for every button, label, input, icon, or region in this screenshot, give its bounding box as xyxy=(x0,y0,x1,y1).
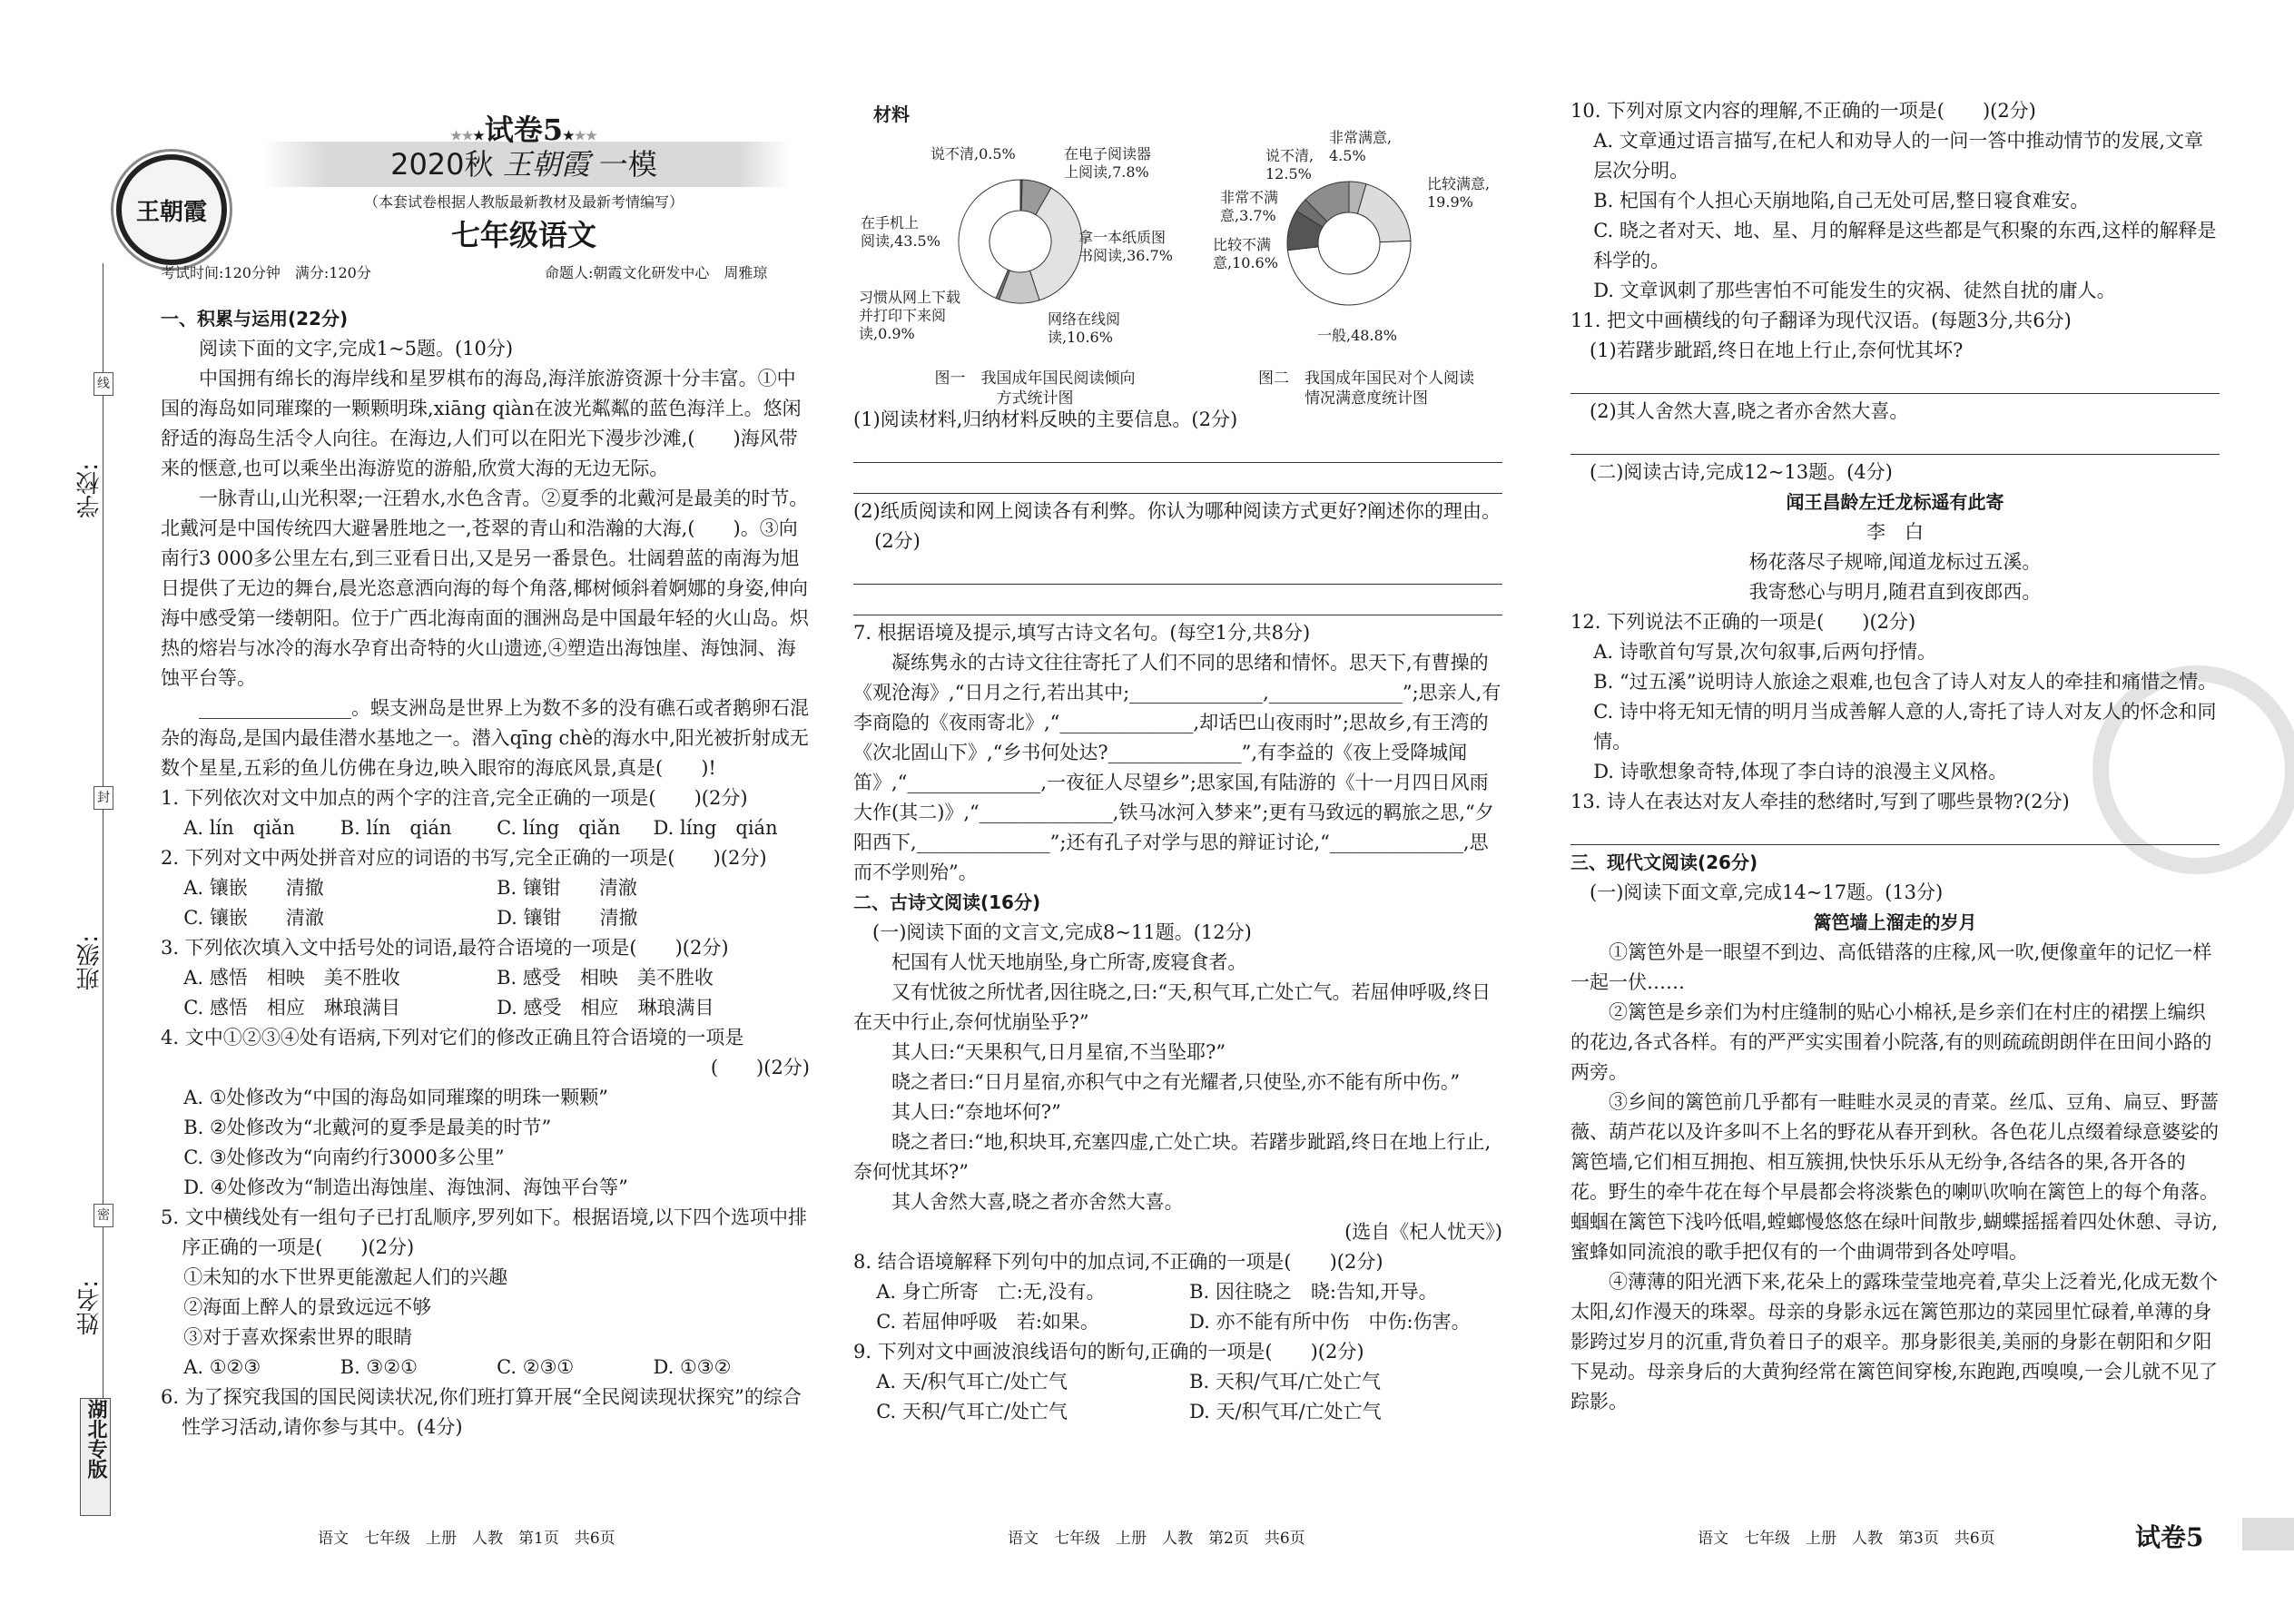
donut-slice xyxy=(1287,241,1411,305)
logo-text: 王朝霞 xyxy=(135,198,207,226)
section-heading: 三、现代文阅读(26分) xyxy=(1570,851,1758,873)
column-2 xyxy=(853,405,1502,1427)
footer-page-3: 语文 七年级 上册 人教 第3页 共6页 xyxy=(1698,1530,1995,1548)
answer-line[interactable] xyxy=(853,587,1502,615)
title-prefix: 2020秋 xyxy=(390,147,494,182)
option-item[interactable]: D. ①③② xyxy=(653,1356,732,1378)
sub-heading: (一)阅读下面的文言文,完成8~11题。(12分) xyxy=(872,921,1252,943)
question: 6. 为了探究我国的国民阅读状况,你们班打算开展“全民阅读现状探究”的综合性学习活动,请你参与其中。(4分) xyxy=(161,1386,802,1438)
section-heading: 一、积累与运用(22分) xyxy=(161,308,349,330)
paragraph: 杞国有人忧天地崩坠,身亡所寄,废寝食者。 xyxy=(891,951,1247,973)
slice-label: 非常不满 意,3.7% xyxy=(1220,189,1279,224)
question: 9. 下列对文中画波浪线语句的断句,正确的一项是( )(2分) xyxy=(853,1341,1364,1363)
option-item[interactable]: ③对于喜欢探索世界的眼睛 xyxy=(183,1326,413,1348)
paragraph: 中国拥有绵长的海岸线和星罗棋布的海岛,海洋旅游资源十分丰富。①中国的海岛如同璀璨的一颗颗明珠,xiāng qiàn在波光粼粼的蓝色海洋上。悠闲舒适的海岛生活令人向往。在海边,人们可以在阳光下漫步沙滩,( )海风带来的惬意,也可以乘坐出海游览的游船,欣赏大海的无边无际。 xyxy=(161,368,802,479)
article-title: 篱笆墙上溜走的岁月 xyxy=(1813,911,1977,933)
paragraph: 其人曰:“奈地坏何?” xyxy=(891,1101,1061,1123)
footer-band xyxy=(2242,1518,2294,1550)
slice-label: 说不清,0.5% xyxy=(930,145,1016,162)
slice-label: 在手机上 阅读,43.5% xyxy=(861,214,940,250)
edition-text: 湖北专版 xyxy=(84,1399,107,1479)
option-group xyxy=(161,1263,810,1353)
name-label: 姓名: xyxy=(76,1280,103,1335)
slice-label: 拿一本纸质图 书阅读,36.7% xyxy=(1078,229,1173,264)
article-title: 闻王昌龄左迁龙标遥有此寄 xyxy=(1786,491,2004,513)
question: 7. 根据语境及提示,填写古诗文名句。(每空1分,共8分) xyxy=(853,622,1311,644)
option-group xyxy=(1570,637,2220,787)
paragraph: 一脉青山,山光积翠;一汪碧水,水色含青。②夏季的北戴河是最美的时节。北戴河是中国传统四大避暑胜地之一,苍翠的青山和浩瀚的大海,( )。③向南行3 000多公里左右,到三亚看日出,又是另一番景色。壮阔碧蓝的南海为旭日提供了无边的舞台,晨光恣意洒向海的每个角落,椰树倾斜着婀娜的身姿,伸向海中感受第一缕朝阳。位于广西北海南面的涠洲岛是中国最年轻的火山岛。炽热的熔岩与冰冷的海水孕育出奇特的火山遗迹,④塑造出海蚀崖、海蚀洞、海蚀平台等。 xyxy=(161,487,809,689)
option-item[interactable]: A. 身亡所寄 亡:无,没有。 xyxy=(876,1281,1106,1303)
question: 13. 诗人在表达对友人牵挂的愁绪时,写到了哪些景物?(2分) xyxy=(1570,791,2070,812)
sub-heading: (1)若躇步跐蹈,终日在地上行止,奈何忧其坏? xyxy=(1590,340,1964,361)
paragraph: 阅读下面的文字,完成1~5题。(10分) xyxy=(199,338,514,359)
option-item[interactable]: D. líng qián xyxy=(653,817,778,839)
slice-label: 网络在线阅 读,10.6% xyxy=(1048,310,1121,346)
option-item[interactable]: C. 感悟 相应 琳琅满目 xyxy=(183,997,400,1019)
star-icon: ★ xyxy=(473,129,485,143)
option-item[interactable]: C. ③处修改为“向南约行3000多公里” xyxy=(183,1147,505,1168)
option-item[interactable]: ②海面上醉人的景致远远不够 xyxy=(183,1296,432,1318)
question: 3. 下列依次填入文中括号处的词语,最符合语境的一项是( )(2分) xyxy=(161,937,729,959)
option-item[interactable]: C. 晓之者对天、地、星、月的解释是这些都是气积聚的东西,这样的解释是科学的。 xyxy=(1593,220,2217,271)
option-item[interactable]: C. 诗中将无知无情的明月当成善解人意的人,寄托了诗人对友人的怀念和同情。 xyxy=(1593,701,2217,753)
column-1 xyxy=(161,304,810,1442)
paragraph: 晓之者曰:“日月星宿,亦积气中之有光耀者,只使坠,亦不能有所中伤。” xyxy=(891,1071,1461,1093)
section-heading: 二、古诗文阅读(16分) xyxy=(853,891,1041,913)
seal-char-close: 密 xyxy=(94,1204,113,1227)
option-item[interactable]: C. 若屈伸呼吸 若:如果。 xyxy=(876,1311,1099,1333)
option-item[interactable]: C. 镶嵌 清澈 xyxy=(183,907,324,929)
name-field[interactable] xyxy=(94,1071,96,1262)
series-text: 试卷5 xyxy=(484,113,564,147)
option-item[interactable]: D. 文章讽刺了那些害怕不可能发生的灾祸、徒然自扰的庸人。 xyxy=(1593,280,2116,301)
option-item[interactable]: D. 感受 相应 琳琅满目 xyxy=(497,997,714,1019)
question: 10. 下列对原文内容的理解,不正确的一项是( )(2分) xyxy=(1570,100,2036,122)
question: (2)纸质阅读和网上阅读各有利弊。你认为哪种阅读方式更好?阐述你的理由。(2分) xyxy=(853,500,1501,552)
column-3 xyxy=(1570,96,2220,1417)
slice-label: 比较满意, 19.9% xyxy=(1427,175,1491,211)
option-item[interactable]: D. ④处修改为“制造出海蚀崖、海蚀洞、海蚀平台等” xyxy=(183,1176,628,1198)
chart-caption: 图一 我国成年国民阅读倾向 方式统计图 xyxy=(934,369,1136,408)
sub-heading: (二)阅读古诗,完成12~13题。(4分) xyxy=(1590,461,1893,483)
school-label: 学校: xyxy=(76,463,103,518)
option-group xyxy=(161,873,810,933)
footer-page-1: 语文 七年级 上册 人教 第1页 共6页 xyxy=(318,1530,615,1548)
option-item[interactable]: A. 诗歌首句写景,次句叙事,后两句抒情。 xyxy=(1593,641,1937,663)
exam-author: 命题人:朝霞文化研发中心 周雅琼 xyxy=(545,264,768,281)
option-item[interactable]: B. 因往晓之 晓:告知,开导。 xyxy=(1189,1281,1438,1303)
paragraph: ③乡间的篱笆前几乎都有一畦畦水灵灵的青菜。丝瓜、豆角、扁豆、野蔷薇、葫芦花以及许多叫不上名的野花从春开到秋。各色花儿点缀着绿意婆娑的篱笆墙,它们相互拥抱、相互簇拥,快快乐乐从无纷争,各结各的果,各开各的花。野生的牵牛花在每个早晨都会将淡紫色的喇叭吹响在篱笆上的每个角落。蝈蝈在篱笆下浅吟低唱,螳螂慢悠悠在绿叶间散步,蝴蝶摇摇着四处休憩、寻访,蜜蜂如同流浪的歌手把仅有的一个曲调带到各处哼唱。 xyxy=(1570,1091,2219,1263)
question: 11. 把文中画横线的句子翻译为现代汉语。(每题3分,共6分) xyxy=(1570,310,2072,331)
star-icon: ★★ xyxy=(450,129,474,143)
option-item[interactable]: C. 天积/气耳亡/处亡气 xyxy=(876,1401,1068,1422)
slice-label: 比较不满 意,10.6% xyxy=(1213,236,1278,271)
question: 12. 下列说法不正确的一项是( )(2分) xyxy=(1570,611,1916,633)
poem-line: 李 白 xyxy=(1866,521,1924,543)
question: 5. 文中横线处有一组句子已打乱顺序,罗列如下。根据语境,以下四个选项中排序正确的一项是( )(2分) xyxy=(161,1206,808,1258)
option-item[interactable]: A. 感悟 相映 美不胜收 xyxy=(183,967,400,989)
slice-label: 非常满意, 4.5% xyxy=(1329,129,1393,164)
option-item[interactable]: A. 天/积气耳亡/处亡气 xyxy=(876,1371,1068,1393)
paragraph: ④薄薄的阳光洒下来,花朵上的露珠莹莹地亮着,草尖上泛着光,化成无数个太阳,幻作漫天的珠翠。母亲的身影永远在篱笆那边的菜园里忙碌着,单薄的身影跨过岁月的沉重,背负着日子的艰辛。那身影很美,美丽的身影在朝阳和夕阳下晃动。母亲身后的大黄狗经常在篱笆间穿梭,东跑跑,西嗅嗅,一会儿就不见了踪影。 xyxy=(1570,1271,2219,1412)
class-field[interactable] xyxy=(94,663,96,917)
exam-info: 考试时间:120分钟 满分:120分 xyxy=(161,264,371,281)
paragraph: 晓之者曰:“地,积块耳,充塞四虚,亡处亡块。若躇步跐蹈,终日在地上行止,奈何忧其坏?” xyxy=(853,1131,1492,1183)
question: (1)阅读材料,归纳材料反映的主要信息。(2分) xyxy=(853,408,1238,430)
question: 4. 文中①②③④处有语病,下列对它们的修改正确且符合语境的一项是 xyxy=(161,1027,744,1048)
footer-page-2: 语文 七年级 上册 人教 第2页 共6页 xyxy=(1008,1530,1305,1548)
source-note: (选自《杞人忧天》) xyxy=(1344,1221,1502,1243)
score-note: ( )(2分) xyxy=(710,1057,810,1078)
paragraph: 其人曰:“天果积气,日月星宿,不当坠耶?” xyxy=(891,1041,1226,1063)
option-item[interactable]: D. 亦不能有所中伤 中伤:伤害。 xyxy=(1189,1311,1471,1333)
answer-line[interactable] xyxy=(1570,817,2220,845)
option-item[interactable]: A. 镶嵌 清撤 xyxy=(183,877,324,899)
exam-subtitle: （本套试卷根据人教版最新教材及最新考情编写） xyxy=(363,193,684,211)
sub-heading: (一)阅读下面文章,完成14~17题。(13分) xyxy=(1590,881,1944,903)
option-item[interactable]: A. ①②③ xyxy=(183,1356,261,1378)
question: 1. 下列依次对文中加点的两个字的注音,完全正确的一项是( )(2分) xyxy=(161,787,748,809)
sub-heading: (2)其人舍然大喜,晓之者亦舍然大喜。 xyxy=(1590,400,1909,422)
answer-line[interactable] xyxy=(1570,427,2220,455)
question: 8. 结合语境解释下列句中的加点词,不正确的一项是( )(2分) xyxy=(853,1251,1383,1273)
option-item[interactable]: C. ②③① xyxy=(497,1356,575,1378)
option-group xyxy=(161,1353,810,1383)
slice-label: 一般,48.8% xyxy=(1317,327,1397,344)
option-item[interactable]: B. lín qián xyxy=(340,817,452,839)
poem-line: 杨花落尽子规啼,闻道龙标过五溪。 xyxy=(1748,551,2042,573)
slice-label: 习惯从网上下载 并打印下来阅 读,0.9% xyxy=(859,289,961,342)
subject-title: 七年级语文 xyxy=(450,218,596,252)
star-icon: ★★ xyxy=(574,129,597,143)
donut-slice xyxy=(1357,184,1410,242)
chart-caption: 图二 我国成年国民对个人阅读 情况满意度统计图 xyxy=(1258,369,1474,408)
paragraph: 凝练隽永的古诗文往往寄托了人们不同的思绪和情怀。思天下,有曹操的《观沧海》,“日月之行,若出其中;______________,______________”;思亲人,有李商隐的《夜雨寄北》,“______________,却话巴山夜雨时”;思故乡,有王湾的《次北固山下》,“乡书何处达?______________”,有李益的《夜上受降城闻笛》,“______________,一夜征人尽望乡”;思家国,有陆游的《十一月四日风雨大作(其二)》,“______________,铁马冰河入梦来”;更有马致远的羁旅之思,“夕阳西下,______________”;还有孔子对学与思的辩证讨论,“______________,思而不学则殆”。 xyxy=(853,652,1501,883)
slice-label: 说不清, 12.5% xyxy=(1265,147,1314,182)
option-item[interactable]: B. 镶钳 清澈 xyxy=(497,877,637,899)
option-item[interactable]: B. 天积/气耳/亡处亡气 xyxy=(1189,1371,1382,1393)
seal-char-fold: 封 xyxy=(94,786,113,810)
option-group xyxy=(1570,126,2220,306)
option-group xyxy=(161,963,810,1023)
paragraph: 又有忧彼之所忧者,因往晓之,曰:“天,积气耳,亡处亡气。若屈伸呼吸,终日在天中行止,奈何忧崩坠乎?” xyxy=(853,981,1492,1033)
option-group xyxy=(161,813,810,843)
star-icon: ★ xyxy=(563,129,575,143)
class-label: 班级: xyxy=(76,935,103,990)
option-item[interactable]: D. 镶钳 清撤 xyxy=(497,907,638,929)
option-item[interactable]: A. lín qiǎn xyxy=(183,817,295,839)
answer-line[interactable] xyxy=(853,556,1502,585)
title-suffix: 一模 xyxy=(598,147,657,182)
option-item[interactable]: A. ①处修改为“中国的海岛如同璀璨的明珠一颗颗” xyxy=(183,1087,608,1108)
option-item[interactable]: C. líng qiǎn xyxy=(497,817,621,839)
seal-char-line: 线 xyxy=(94,372,113,396)
brand-name: 王朝霞 xyxy=(502,147,590,182)
paragraph: 其人舍然大喜,晓之者亦舍然大喜。 xyxy=(891,1191,1184,1213)
answer-line[interactable] xyxy=(1570,366,2220,394)
option-item[interactable]: ①未知的水下世界更能激起人们的兴趣 xyxy=(183,1266,508,1288)
option-item[interactable]: D. 天/积气耳/亡处亡气 xyxy=(1189,1401,1382,1422)
poem-line: 我寄愁心与明月,随君直到夜郎西。 xyxy=(1748,581,2042,603)
option-item[interactable]: D. 诗歌想象奇特,体现了李白诗的浪漫主义风格。 xyxy=(1593,761,2008,782)
option-item[interactable]: B. “过五溪”说明诗人旅途之艰难,也包含了诗人对友人的牵挂和痛惜之情。 xyxy=(1593,671,2218,693)
option-group xyxy=(161,1083,810,1203)
paragraph: ________________。蜈支洲岛是世界上为数不多的没有礁石或者鹅卵石混杂的海岛,是国内最佳潜水基地之一。潜入qīng chè的海水中,阳光被折射成无数个星星,五彩的鱼儿仿佛在身边,映入眼帘的海底风景,真是( )! xyxy=(161,697,809,779)
option-item[interactable]: B. ③②① xyxy=(340,1356,418,1378)
option-item[interactable]: A. 文章通过语言描写,在杞人和劝导人的一问一答中推动情节的发展,文章层次分明。 xyxy=(1593,130,2204,182)
answer-line[interactable] xyxy=(853,466,1502,494)
option-item[interactable]: B. 感受 相映 美不胜收 xyxy=(497,967,714,989)
footer-badge: 试卷5 xyxy=(2135,1522,2204,1552)
material-label: 材料 xyxy=(873,103,910,125)
option-item[interactable]: B. 杞国有个人担心天崩地陷,自己无处可居,整日寝食难安。 xyxy=(1593,190,2090,212)
question: 2. 下列对文中两处拼音对应的词语的书写,完全正确的一项是( )(2分) xyxy=(161,847,767,869)
paragraph: ②篱笆是乡亲们为村庄缝制的贴心小棉袄,是乡亲们在村庄的裙摆上编织的花边,各式各样。有的严严实实围着小院落,有的则疏疏朗朗伴在田间小路的两旁。 xyxy=(1570,1001,2212,1083)
answer-line[interactable] xyxy=(853,435,1502,463)
edition-badge xyxy=(80,1398,111,1516)
option-group xyxy=(853,1277,1502,1337)
slice-label: 在电子阅读器 上阅读,7.8% xyxy=(1064,145,1152,181)
option-group xyxy=(853,1367,1502,1427)
option-item[interactable]: B. ②处修改为“北戴河的夏季是最美的时节” xyxy=(183,1117,552,1138)
paragraph: ①篱笆外是一眼望不到边、高低错落的庄稼,风一吹,便像童年的记忆一样一起一伏…… xyxy=(1570,941,2212,993)
